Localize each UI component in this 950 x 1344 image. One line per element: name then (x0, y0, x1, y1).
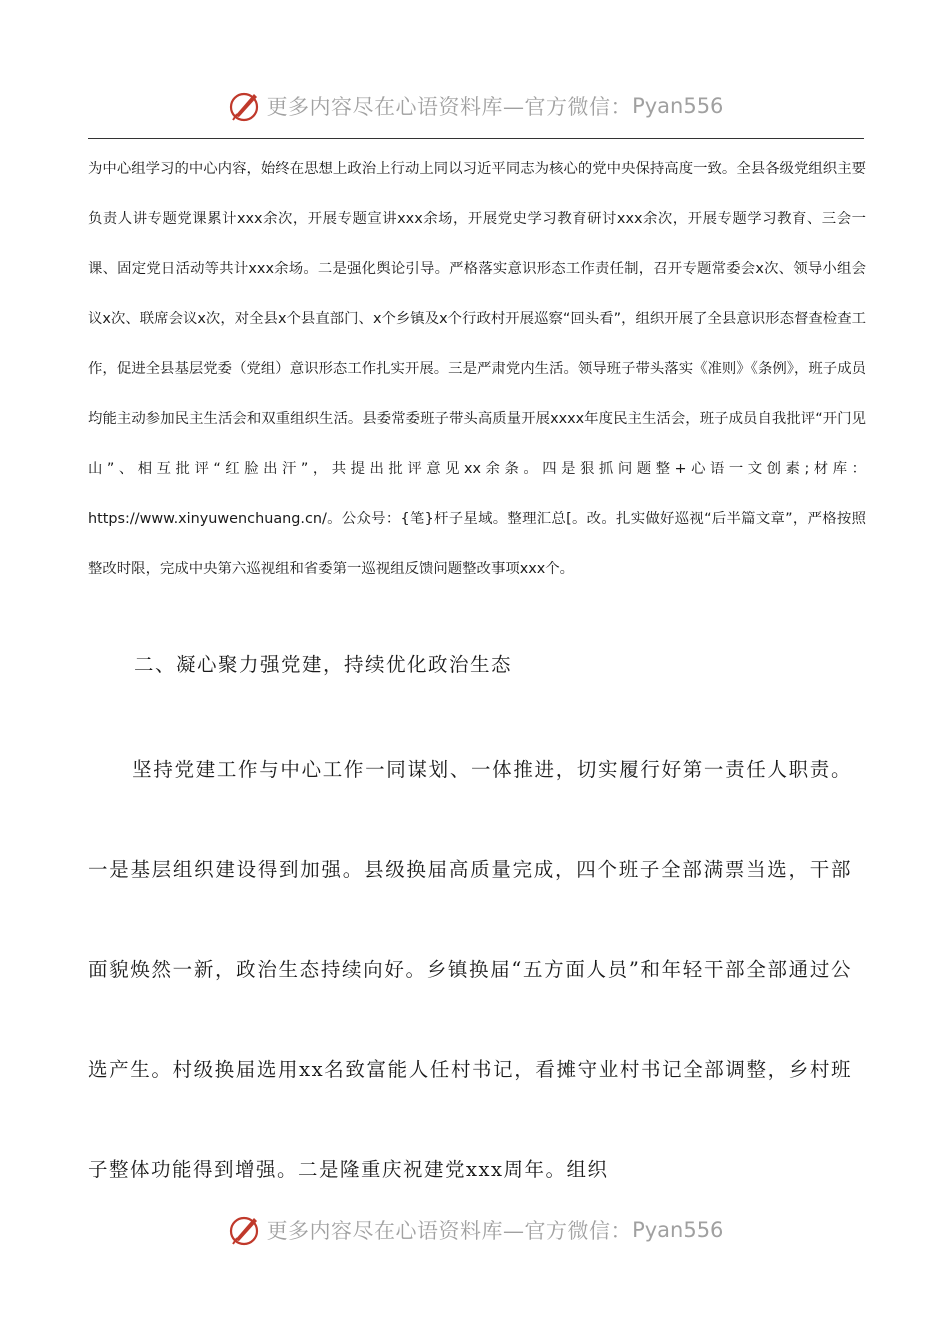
paragraph-1-text: 为中心组学习的中心内容，始终在思想上政治上行动上同以习近平同志为核心的党中央保持高度一致。全县各级党组织主要负责人讲专题党课累计xxx余次，开展专题宣讲xxx余场，开展党史学习教育研讨xxx余次，开展专题学习教育、三会一课、固定党日活动等共计xxx余场。二是强化舆论引导。严格落实意识形态工作责任制，召开专题常委会x次、领导小组会议x次、联席会议x次，对全县x个县直部门、x个乡镇及x个行政村开展巡察“回头看”，组织开展了全县意识形态督查检查工作，促进全县基层党委（党组）意识形态工作扎实开展。三是严肃党内生活。领导班子带头落实《准则》《条例》，班子成员均能主动参加民主生活会和双重组织生活。县委常委班子带头高质量开展xxxx年度民主生活会，班子成员自我批评“开门见山”、相互批评“红脸出汗”，共提出批评意见xx余条。四是狠抓问题整+心语一文创素;材库：https://www.xinyuwenchuang.cn/。公众号：{笔}杆子星域。整理汇总[。改。扎实做好巡视“后半篇文章”，严格按照整改时限，完成中央第六巡视组和省委第一巡视组反馈问题整改事项xxx个。 (88, 161, 866, 577)
quill-logo-icon (227, 1212, 263, 1248)
section-heading: 二、凝心聚力强党建，持续优化政治生态 (134, 653, 513, 676)
footer-wechat-id: Pyan556 (632, 1218, 724, 1242)
header-wechat-id: Pyan556 (632, 94, 724, 118)
header-rule (88, 138, 864, 139)
quill-logo-icon (227, 88, 263, 124)
paragraph-2 (88, 720, 852, 1220)
footer-slogan: 更多内容尽在心语资料库—官方微信： (266, 1219, 633, 1243)
paragraph-continued (88, 144, 866, 594)
header-slogan: 更多内容尽在心语资料库—官方微信： (266, 95, 633, 119)
footer-banner (0, 1208, 950, 1252)
header-banner (0, 84, 950, 128)
paragraph-2-text: 坚持党建工作与中心工作一同谋划、一体推进，切实履行好第一责任人职责。一是基层组织建设得到加强。县级换届高质量完成，四个班子全部满票当选，干部面貌焕然一新，政治生态持续向好。乡镇换届“五方面人员”和年轻干部全部通过公选产生。村级换届选用xx名致富能人任村书记，看摊守业村书记全部调整，乡村班子整体功能得到增强。二是隆重庆祝建党xxx周年。组织 (88, 758, 852, 1181)
